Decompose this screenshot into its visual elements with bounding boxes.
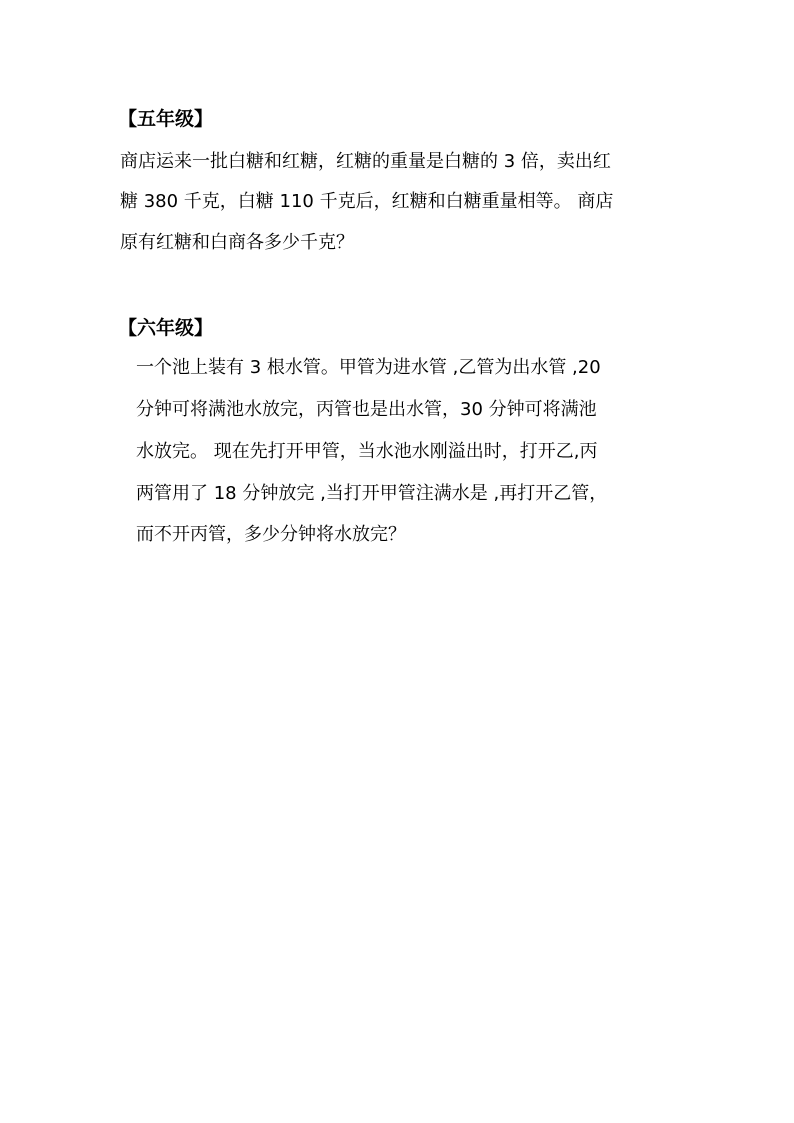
grade5-line-2: 糖 380 千克，白糖 110 千克后，红糖和白糖重量相等。 商店 (120, 191, 614, 212)
grade6-line-1: 一个池上装有 3 根水管。甲管为进水管 ,乙管为出水管 ,20 (136, 357, 601, 378)
grade5-line-3: 原有红糖和白商各多少千克？ (120, 232, 354, 253)
grade5-line-1: 商店运来一批白糖和红糖，红糖的重量是白糖的 3 倍，卖出红 (120, 151, 611, 172)
grade6-line-5: 而不开丙管，多少分钟将水放完？ (136, 524, 406, 545)
grade6-line-3: 水放完。 现在先打开甲管，当水池水刚溢出时，打开乙,丙 (136, 441, 598, 462)
grade6-heading: 【六年级】 (118, 317, 214, 339)
grade6-line-4: 两管用了 18 分钟放完 ,当打开甲管注满水是 ,再打开乙管， (136, 483, 608, 504)
grade6-line-2: 分钟可将满池水放完，丙管也是出水管，30 分钟可将满池 (136, 399, 597, 420)
grade5-heading: 【五年级】 (118, 108, 214, 130)
